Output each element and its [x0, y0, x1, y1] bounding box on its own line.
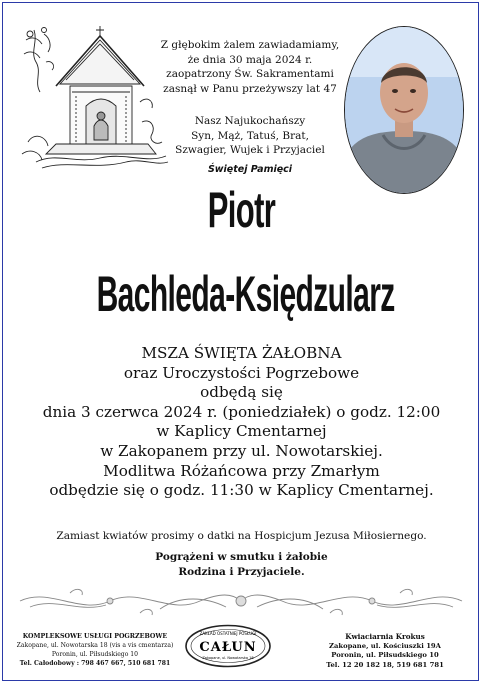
florist-phone: Tel. 12 20 182 18, 519 681 781	[326, 660, 444, 669]
memory-label: Świętej Pamięci	[207, 164, 293, 175]
mass-line: Modlitwa Różańcowa przy Zmarłym	[103, 461, 380, 480]
portrait-photo-image	[345, 27, 463, 193]
announcement-intro	[150, 38, 350, 96]
mourners-line: Pogrążeni w smutku i żałobie	[155, 551, 328, 563]
portrait-photo	[344, 26, 464, 194]
flowers-note: Zamiast kwiatów prosimy o datki na Hospicjum Jezusa Miłosiernego.	[56, 530, 427, 542]
floral-divider-ornament	[10, 583, 473, 619]
family-relations	[150, 114, 350, 158]
funeral-home-address: Poronin, ul. Piłsudskiego 10	[51, 651, 139, 658]
intro-line: Z głębokim żalem zawiadamiamy,	[160, 39, 340, 51]
family-line: Syn, Mąż, Tatuś, Brat,	[191, 129, 309, 142]
florist-info	[300, 632, 470, 670]
funeral-home-info	[10, 632, 180, 668]
family-line: Szwagier, Wujek i Przyjaciel	[175, 144, 325, 156]
deceased-first-name: Piotr	[207, 182, 276, 238]
mass-line: odbędzie się o godz. 11:30 w Kaplicy Cmentarnej.	[49, 481, 434, 500]
mass-line: w Kaplicy Cmentarnej	[156, 422, 327, 441]
florist-title: Kwiaciarnia Krokus	[345, 632, 425, 641]
mass-line: odbędą się	[200, 383, 283, 402]
funeral-home-title: KOMPLEKSOWE USŁUGI POGRZEBOWE	[22, 633, 168, 640]
svg-text:ZAKŁAD OSTATNIEJ POSŁUGI: ZAKŁAD OSTATNIEJ POSŁUGI	[199, 631, 257, 636]
mass-line: dnia 3 czerwca 2024 r. (poniedziałek) o godz. 12:00	[42, 402, 441, 421]
mass-line: MSZA ŚWIĘTA ŻAŁOBNA	[141, 344, 342, 362]
chapel-illustration	[16, 22, 172, 172]
svg-text:CAŁUN: CAŁUN	[199, 640, 257, 655]
intro-line: zaopatrzony Św. Sakramentami	[166, 68, 334, 80]
svg-text:Zakopane, ul. Nowotarska 18: Zakopane, ul. Nowotarska 18	[202, 656, 254, 660]
mourners-line: Rodzina i Przyjaciele.	[178, 566, 305, 578]
funeral-home-address: Zakopane, ul. Nowotarska 18 (vis a vis cmentarza)	[16, 642, 174, 649]
florist-address: Zakopane, ul. Kościuszki 19A	[329, 641, 441, 650]
family-line: Nasz Najukochańszy	[194, 115, 306, 127]
intro-line: że dnia 30 maja 2024 r.	[187, 53, 313, 66]
funeral-mass-info	[0, 344, 483, 501]
mourners-signature	[0, 550, 483, 580]
florist-address: Poronin, ul. Piłsudskiego 10	[331, 651, 439, 659]
deceased-last-name: Bachleda-Księdzularz	[96, 266, 395, 322]
intro-line: zasnął w Panu przeżywszy lat 47	[163, 82, 337, 95]
mass-line: oraz Uroczystości Pogrzebowe	[123, 363, 360, 382]
funeral-home-phone: Tel. Całodobowy : 798 467 667, 510 681 781	[19, 660, 171, 667]
mass-line: w Zakopanem przy ul. Nowotarskiej.	[100, 441, 383, 460]
calun-logo-seal	[184, 624, 272, 668]
